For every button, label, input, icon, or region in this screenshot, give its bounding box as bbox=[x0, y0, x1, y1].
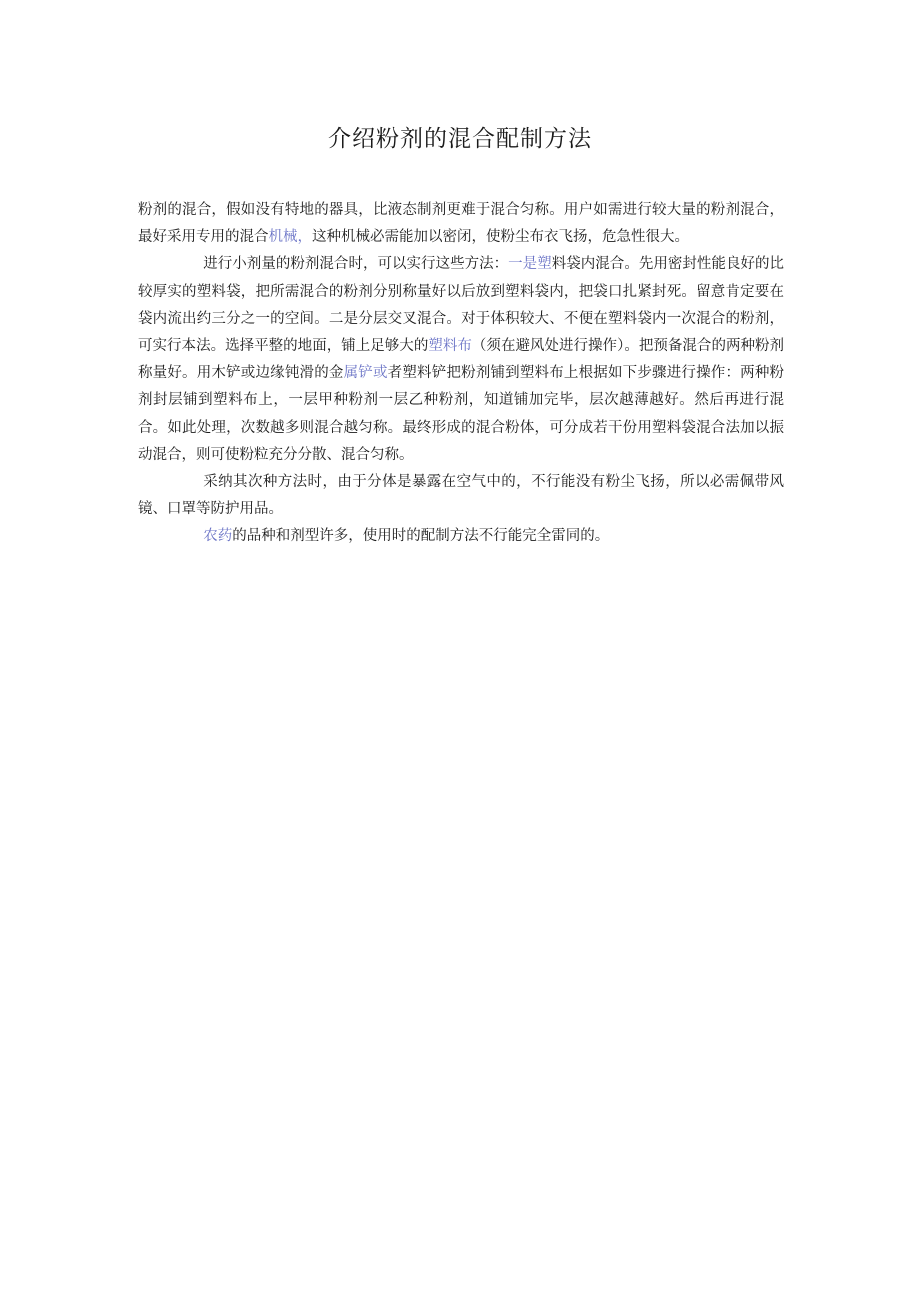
paragraph-text: 采纳其次种方法时，由于分体是暴露在空气中的，不行能没有粉尘飞扬，所以必需佩带风镜、口罩等防护用品。 bbox=[138, 474, 784, 518]
paragraph-text: 的品种和剂型许多，使用时的配制方法不行能完全雷同的。 bbox=[232, 528, 610, 545]
paragraph-text: （须在避风处进行操作）。把预备混合的两种粉剂称量好。用木铲或边缘钝滑的金 bbox=[138, 338, 785, 382]
paragraph-text: 进行小剂量的粉剂混合时，可以实行这些方法： bbox=[203, 256, 509, 273]
paragraph bbox=[138, 197, 784, 251]
paragraph bbox=[138, 469, 784, 523]
document-title: 介绍粉剂的混合配制方法 bbox=[328, 126, 592, 152]
inline-link[interactable]: 农药 bbox=[203, 528, 233, 545]
inline-link[interactable]: 机械， bbox=[268, 229, 312, 246]
paragraph-text: 者塑料铲把粉剂铺到塑料布上根据如下步骤进行操作：两种粉剂封层铺到塑料布上，一层甲种粉剂一层乙种粉剂，知道铺加完毕，层次越薄越好。然后再进行混合。如此处理，次数越多则混合越匀称。最终形成的混合粉体，可分成若干份用塑料袋混合法加以振动混合，则可使粉粒充分分散、混合匀称。 bbox=[138, 365, 785, 463]
document-body bbox=[138, 197, 784, 551]
inline-link[interactable]: 塑料布 bbox=[428, 338, 472, 355]
paragraph-text: 这种机械必需能加以密闭，使粉尘布衣飞扬，危急性很大。 bbox=[312, 229, 689, 246]
paragraph bbox=[138, 251, 784, 469]
inline-link[interactable]: 一是塑 bbox=[508, 256, 552, 273]
paragraph-text: 粉剂的混合，假如没有特地的器具，比液态制剂更难于混合匀称。用户如需进行较大量的粉剂混合，最好采用专用的混合 bbox=[138, 202, 784, 246]
paragraph bbox=[138, 523, 784, 550]
paragraph-text: 料袋内混合。先用密封性能良好的比较厚实的塑料袋，把所需混合的粉剂分别称量好以后放到塑料袋内，把袋口扎紧封死。留意肯定要在袋内流出约三分之一的空间。二是分层交叉混合。对于体积较大、不便在塑料袋内一次混合的粉剂，可实行本法。选择平整的地面，铺上足够大的 bbox=[138, 256, 785, 355]
inline-link[interactable]: 属铲或 bbox=[343, 365, 388, 382]
